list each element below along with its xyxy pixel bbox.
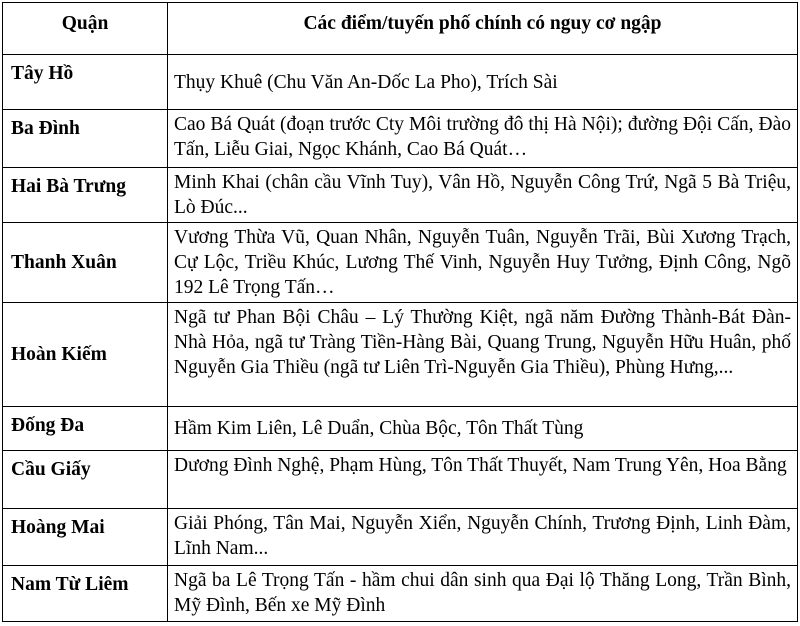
table-row xyxy=(3,407,798,451)
table-row xyxy=(3,168,798,223)
streets-cell: Hầm Kim Liên, Lê Duẩn, Chùa Bộc, Tôn Thất Tùng xyxy=(168,407,798,451)
district-cell: Ba Đình xyxy=(3,110,168,168)
district-cell: Hoàng Mai xyxy=(3,509,168,566)
table-row xyxy=(3,509,798,566)
table-row xyxy=(3,303,798,407)
district-cell: Đống Đa xyxy=(3,407,168,451)
table-row xyxy=(3,451,798,509)
flood-risk-table xyxy=(2,2,798,622)
header-streets: Các điểm/tuyến phố chính có nguy cơ ngập xyxy=(168,3,798,55)
streets-cell: Vương Thừa Vũ, Quan Nhân, Nguyễn Tuân, Nguyễn Trãi, Bùi Xương Trạch, Cự Lộc, Triều Khúc, Lương Thế Vinh, Nguyễn Huy Tưởng, Định Công, Ngõ 192 Lê Trọng Tấn… xyxy=(168,223,798,303)
header-district: Quận xyxy=(3,3,168,55)
streets-cell: Ngã ba Lê Trọng Tấn - hầm chui dân sinh qua Đại lộ Thăng Long, Trần Bình, Mỹ Đình, Bến xe Mỹ Đình xyxy=(168,566,798,622)
district-cell: Hoàn Kiếm xyxy=(3,303,168,407)
streets-cell: Minh Khai (chân cầu Vĩnh Tuy), Vân Hồ, Nguyễn Công Trứ, Ngã 5 Bà Triệu, Lò Đúc... xyxy=(168,168,798,223)
district-cell: Hai Bà Trưng xyxy=(3,168,168,223)
streets-cell: Thụy Khuê (Chu Văn An-Dốc La Pho), Trích Sài xyxy=(168,55,798,110)
streets-cell: Dương Đình Nghệ, Phạm Hùng, Tôn Thất Thuyết, Nam Trung Yên, Hoa Bằng xyxy=(168,451,798,509)
streets-cell: Ngã tư Phan Bội Châu – Lý Thường Kiệt, ngã năm Đường Thành-Bát Đàn-Nhà Hỏa, ngã tư Tràng Tiền-Hàng Bài, Quang Trung, Nguyễn Hữu Huân, phố Nguyễn Gia Thiều (ngã tư Liên Trì-Nguyễn Gia Thiều), Phùng Hưng,... xyxy=(168,303,798,407)
streets-cell: Cao Bá Quát (đoạn trước Cty Môi trường đô thị Hà Nội); đường Đội Cấn, Đào Tấn, Liễu Giai, Ngọc Khánh, Cao Bá Quát… xyxy=(168,110,798,168)
table-row xyxy=(3,223,798,303)
table-row xyxy=(3,566,798,622)
district-cell: Thanh Xuân xyxy=(3,223,168,303)
table-row xyxy=(3,110,798,168)
district-cell: Nam Từ Liêm xyxy=(3,566,168,622)
district-cell: Cầu Giấy xyxy=(3,451,168,509)
table-row xyxy=(3,55,798,110)
district-cell: Tây Hồ xyxy=(3,55,168,110)
streets-cell: Giải Phóng, Tân Mai, Nguyễn Xiển, Nguyễn Chính, Trương Định, Linh Đàm, Lĩnh Nam... xyxy=(168,509,798,566)
header-row xyxy=(3,3,798,55)
